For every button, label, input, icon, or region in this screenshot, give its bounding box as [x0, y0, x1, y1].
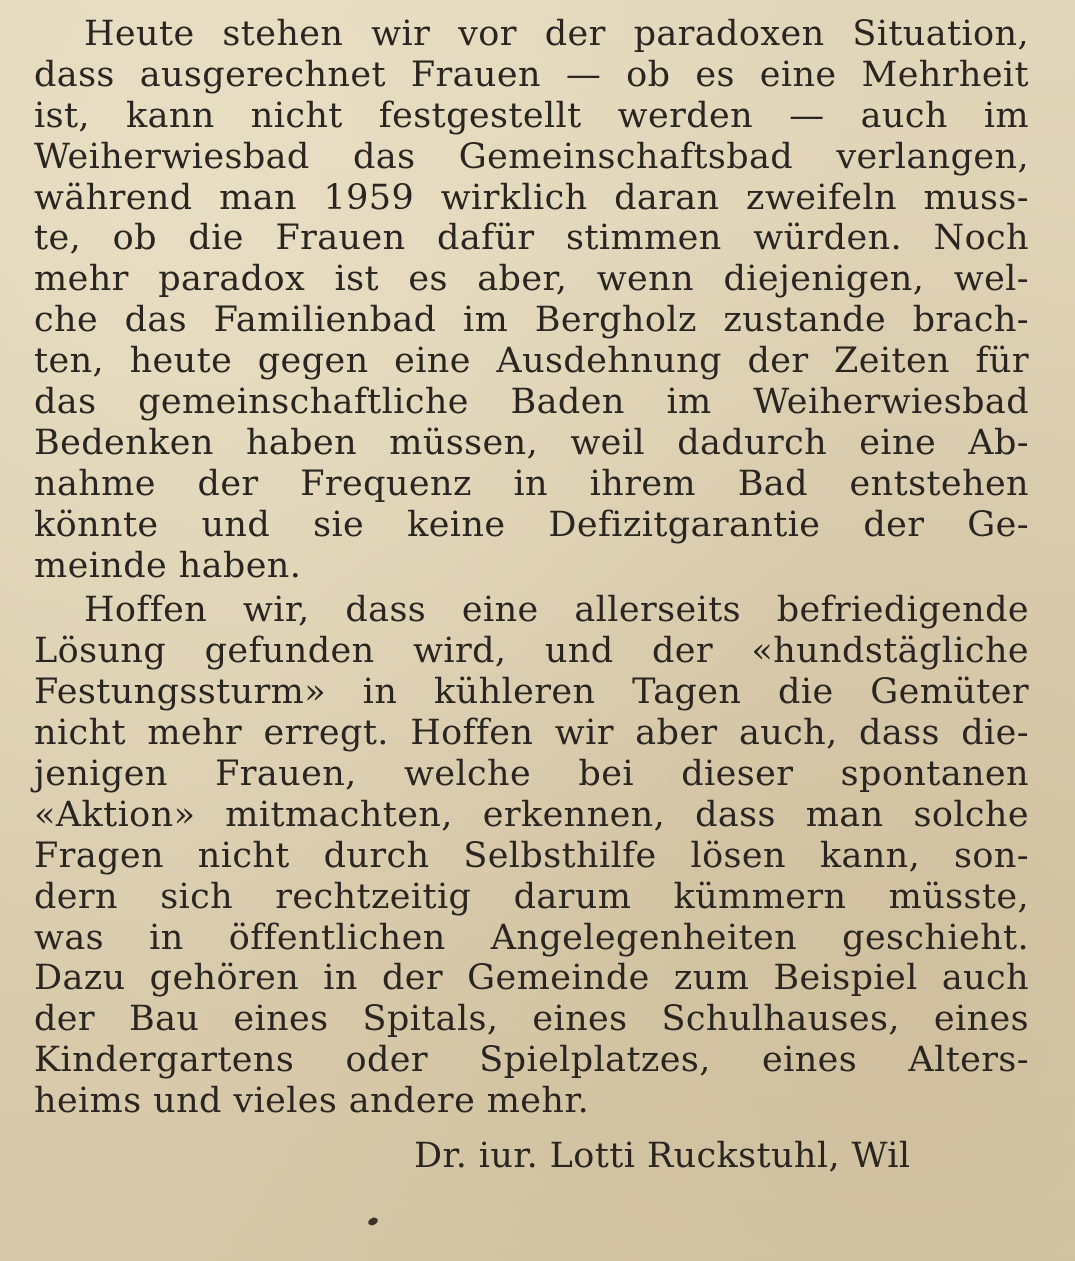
ink-speck [367, 1216, 379, 1227]
text-line: nahme der Frequenz in ihrem Bad entstehen [34, 463, 1029, 504]
paragraph-1 [34, 14, 1029, 586]
text-line: jenigen Frauen, welche bei dieser spontanen [34, 754, 1029, 795]
author-signature: Dr. iur. Lotti Ruckstuhl, Wil [414, 1136, 911, 1176]
text-line: «Aktion» mitmachten, erkennen, dass man solche [34, 794, 1029, 835]
text-line: che das Familienbad im Bergholz zustande brach- [34, 300, 1029, 341]
text-line: Bedenken haben müssen, weil dadurch eine Ab- [34, 422, 1029, 463]
text-line: was in öffentlichen Angelegenheiten geschieht. [34, 917, 1029, 958]
text-line: mehr paradox ist es aber, wenn diejenigen, wel- [34, 259, 1029, 300]
text-line: dass ausgerechnet Frauen — ob es eine Mehrheit [34, 54, 1029, 95]
text-line: te, ob die Frauen dafür stimmen würden. Noch [34, 218, 1029, 259]
text-line: Fragen nicht durch Selbsthilfe lösen kann, son- [34, 835, 1029, 876]
text-line: ist, kann nicht festgestellt werden — auch im [34, 95, 1029, 136]
text-line: Hoffen wir, dass eine allerseits befriedigende [84, 590, 1029, 631]
text-line: Lösung gefunden wird, und der «hundstägliche [34, 631, 1029, 672]
text-line: während man 1959 wirklich daran zweifeln muss- [34, 177, 1029, 218]
text-line: meinde haben. [34, 545, 302, 586]
text-line: Kindergartens oder Spielplatzes, eines Alters- [34, 1040, 1029, 1081]
text-line: könnte und sie keine Defizitgarantie der Ge- [34, 504, 1029, 545]
text-line: nicht mehr erregt. Hoffen wir aber auch, dass die- [34, 713, 1029, 754]
text-line: Festungssturm» in kühleren Tagen die Gemüter [34, 672, 1029, 713]
text-line: Weiherwiesbad das Gemeinschaftsbad verlangen, [34, 136, 1029, 177]
text-line: ten, heute gegen eine Ausdehnung der Zeiten für [34, 341, 1029, 382]
text-line: der Bau eines Spitals, eines Schulhauses, eines [34, 999, 1029, 1040]
text-line: dern sich rechtzeitig darum kümmern müsste, [34, 876, 1029, 917]
paragraph-2 [34, 590, 1029, 1122]
text-line: heims und vieles andere mehr. [34, 1081, 590, 1122]
article-body [34, 14, 1029, 1122]
text-line: Dazu gehören in der Gemeinde zum Beispiel auch [34, 958, 1029, 999]
text-line: das gemeinschaftliche Baden im Weiherwiesbad [34, 382, 1029, 423]
text-line: Heute stehen wir vor der paradoxen Situation, [84, 14, 1029, 54]
